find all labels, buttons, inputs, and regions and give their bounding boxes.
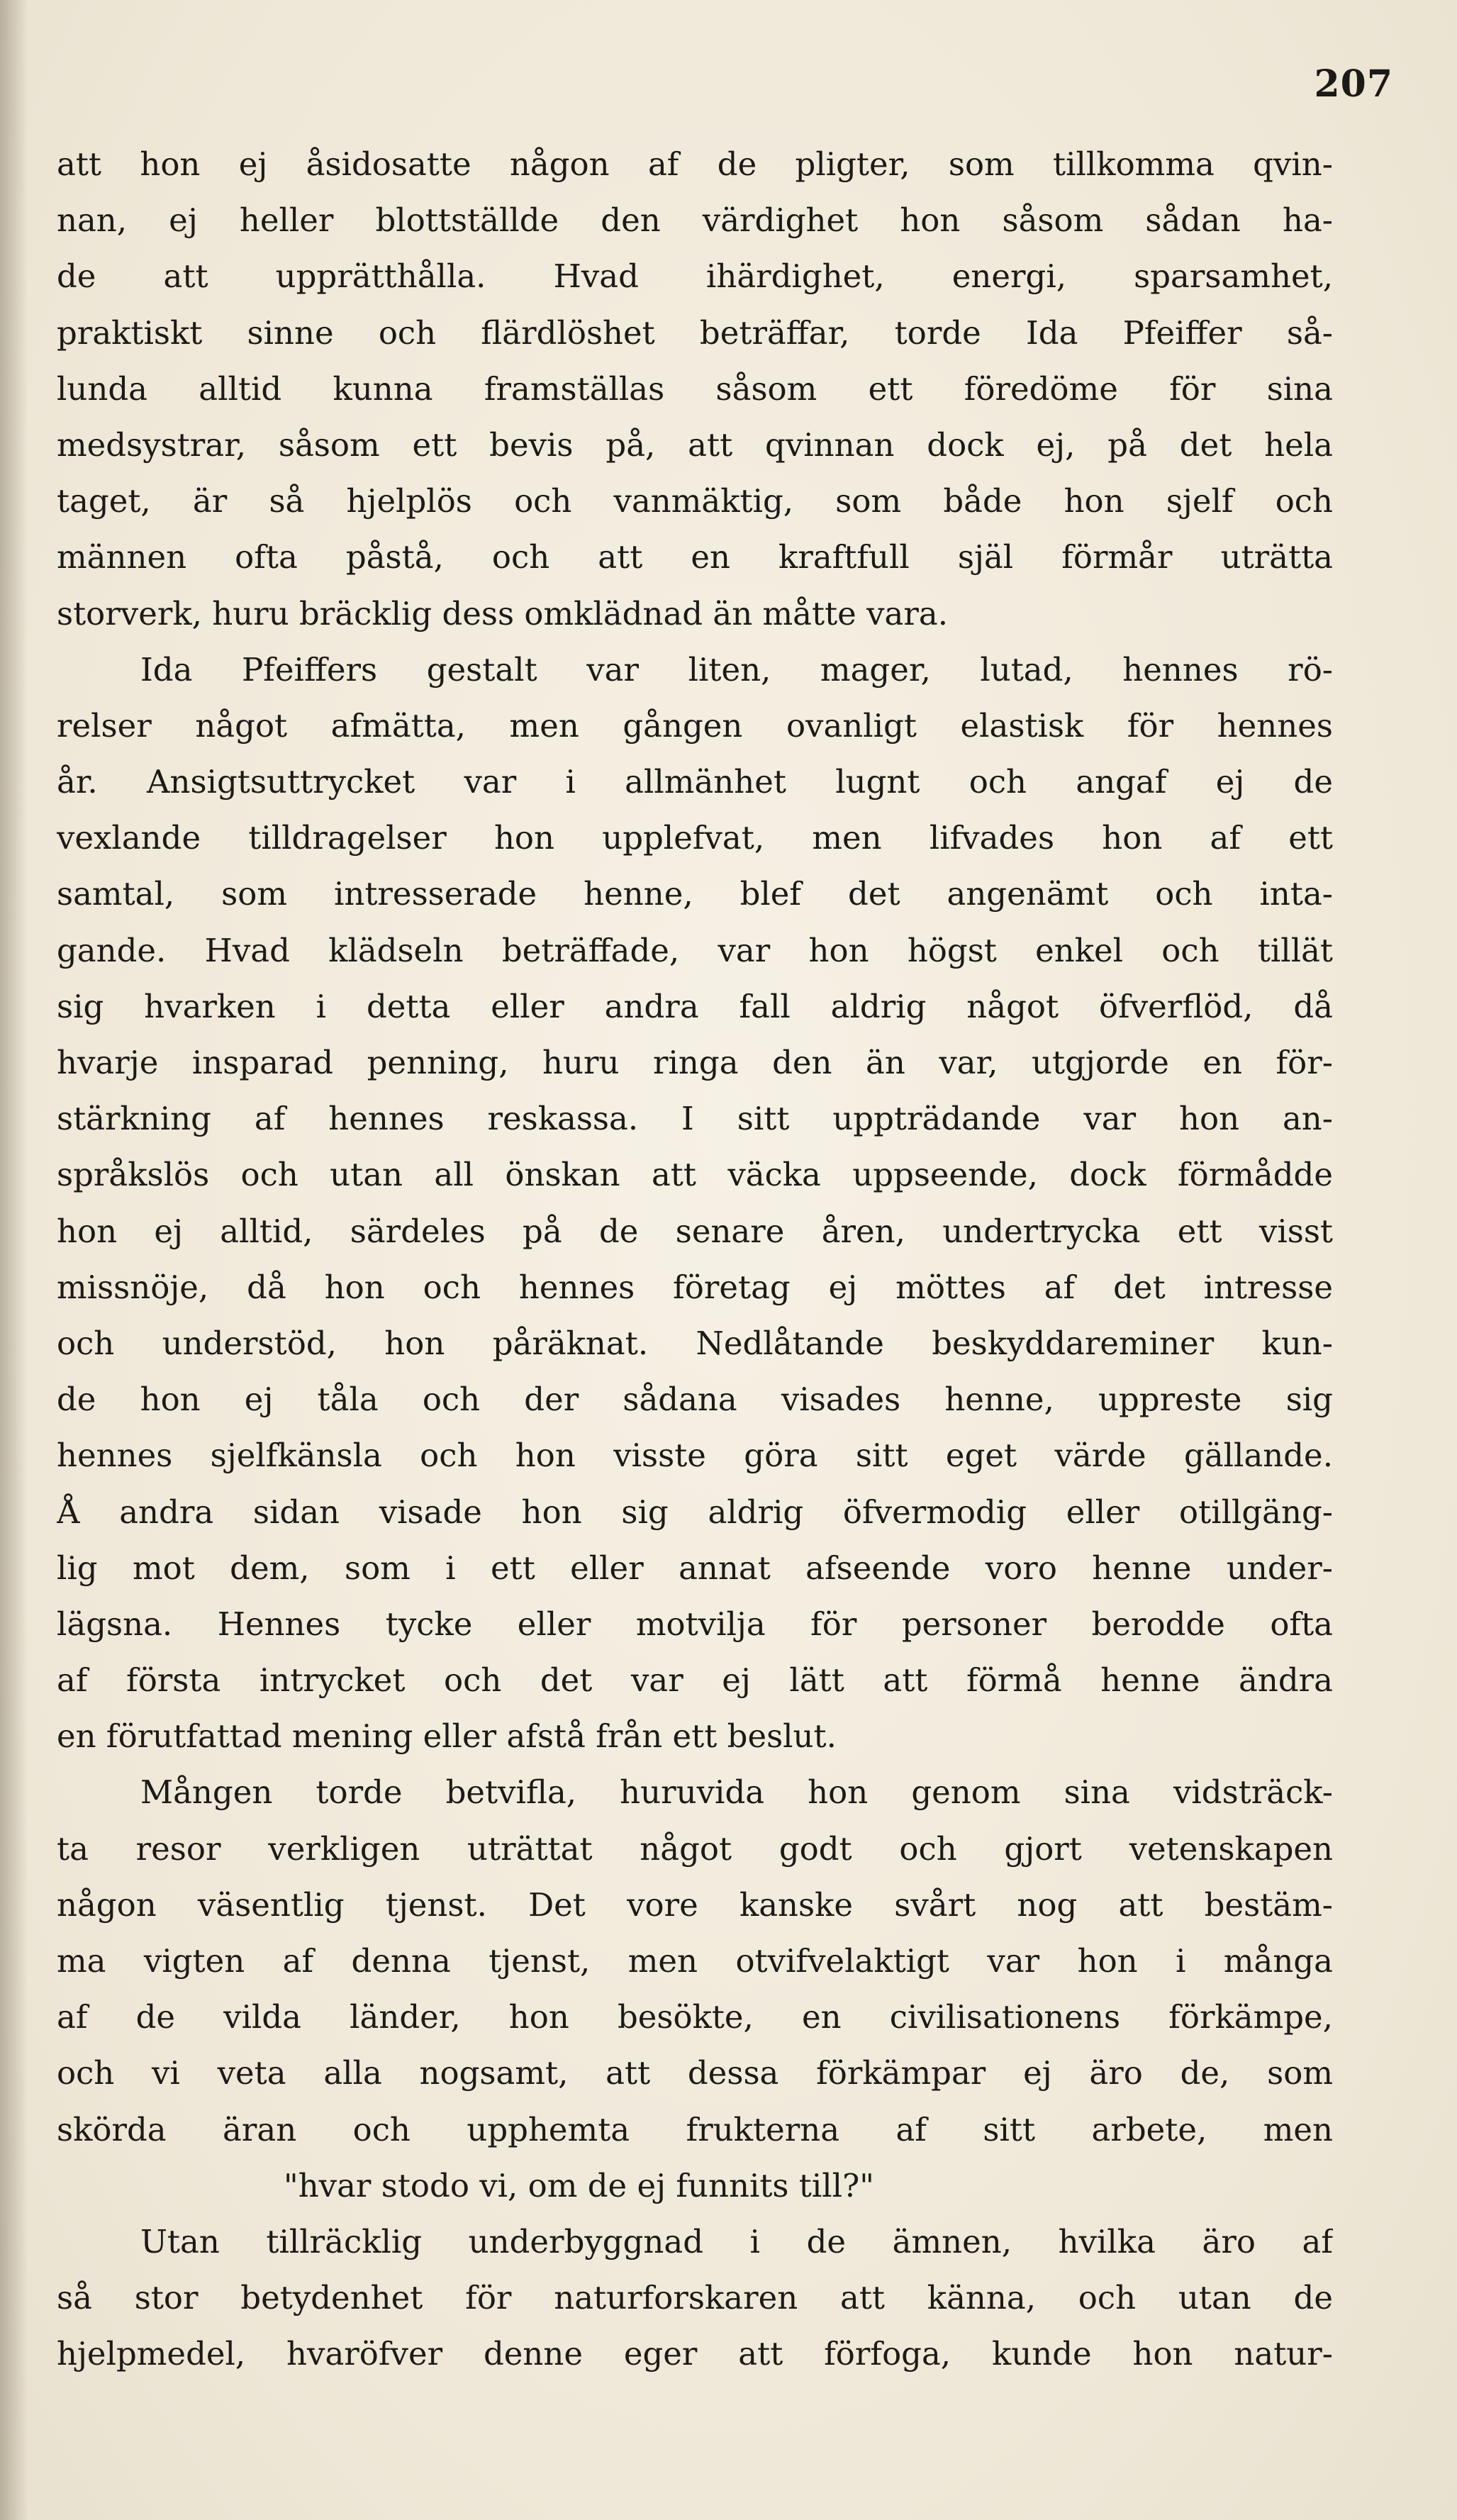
text-line: missnöje, då hon och hennes företag ej möttes af det intresse xyxy=(57,1268,1333,1306)
text-line: hjelpmedel, hvaröfver denne eger att förfoga, kunde hon natur- xyxy=(57,2335,1333,2373)
text-line: hon ej alltid, särdeles på de senare åren, undertrycka ett visst xyxy=(57,1212,1333,1250)
text-line: af de vilda länder, hon besökte, en civilisationens förkämpe, xyxy=(57,1998,1333,2036)
text-line: taget, är så hjelplös och vanmäktig, som både hon sjelf och xyxy=(57,482,1333,520)
text-line: Utan tillräcklig underbyggnad i de ämnen, hvilka äro af xyxy=(140,2222,1333,2260)
page-number: 207 xyxy=(1314,62,1393,106)
text-line: att hon ej åsidosatte någon af de pligter, som tillkomma qvin- xyxy=(57,145,1333,183)
text-line: de hon ej tåla och der sådana visades henne, uppreste sig xyxy=(57,1381,1333,1419)
text-line: hvarje insparad penning, huru ringa den än var, utgjorde en för- xyxy=(57,1044,1333,1081)
text-line: hennes sjelfkänsla och hon visste göra sitt eget värde gällande. xyxy=(57,1437,1333,1475)
text-line: så stor betydenhet för naturforskaren att känna, och utan de xyxy=(57,2279,1333,2317)
text-line: ma vigten af denna tjenst, men otvifvelaktigt var hon i många xyxy=(57,1942,1333,1980)
text-line: Ida Pfeiffers gestalt var liten, mager, lutad, hennes rö- xyxy=(140,650,1333,688)
binding-shadow xyxy=(0,0,28,2520)
body-text xyxy=(57,136,1333,2382)
text-line: Å andra sidan visade hon sig aldrig öfvermodig eller otillgäng- xyxy=(57,1493,1333,1531)
text-line: nan, ej heller blottställde den värdighet hon såsom sådan ha- xyxy=(57,201,1333,240)
text-line: praktiskt sinne och flärdlöshet beträffar, torde Ida Pfeiffer så- xyxy=(57,313,1333,352)
text-line: lägsna. Hennes tycke eller motvilja för personer berodde ofta xyxy=(57,1605,1333,1643)
text-line: språkslös och utan all önskan att väcka uppseende, dock förmådde xyxy=(57,1156,1333,1194)
text-line: och understöd, hon påräknat. Nedlåtande beskyddareminer kun- xyxy=(57,1324,1333,1362)
text-line: männen ofta påstå, och att en kraftfull själ förmår uträtta xyxy=(57,538,1333,576)
text-line: en förutfattad mening eller afstå från ett beslut. xyxy=(57,1717,837,1756)
text-line: vexlande tilldragelser hon upplefvat, men lifvades hon af ett xyxy=(57,819,1333,857)
text-line: relser något afmätta, men gången ovanligt elastisk för hennes xyxy=(57,706,1333,745)
text-line: ta resor verkligen uträttat något godt och gjort vetenskapen xyxy=(57,1829,1333,1868)
quoted-line: "hvar stodo vi, om de ej funnits till?" xyxy=(284,2166,874,2204)
text-line: sig hvarken i detta eller andra fall aldrig något öfverflöd, då xyxy=(57,987,1333,1025)
text-line: lig mot dem, som i ett eller annat afseende voro henne under- xyxy=(57,1549,1333,1587)
text-line: skörda äran och upphemta frukterna af sitt arbete, men xyxy=(57,2110,1333,2148)
text-line: Mången torde betvifla, huruvida hon genom sina vidsträck- xyxy=(140,1773,1333,1812)
text-line: storverk, huru bräcklig dess omklädnad än måtte vara. xyxy=(57,594,949,632)
text-line: af första intrycket och det var ej lätt att förmå henne ändra xyxy=(57,1661,1333,1700)
text-line: de att upprätthålla. Hvad ihärdighet, energi, sparsamhet, xyxy=(57,257,1333,296)
text-line: samtal, som intresserade henne, blef det angenämt och inta- xyxy=(57,875,1333,913)
text-line: lunda alltid kunna framställas såsom ett föredöme för sina xyxy=(57,369,1333,408)
text-line: år. Ansigtsuttrycket var i allmänhet lugnt och angaf ej de xyxy=(57,763,1333,801)
text-line: medsystrar, såsom ett bevis på, att qvinnan dock ej, på det hela xyxy=(57,425,1333,464)
text-line: gande. Hvad klädseln beträffade, var hon högst enkel och tillät xyxy=(57,931,1333,969)
text-line: och vi veta alla nogsamt, att dessa förkämpar ej äro de, som xyxy=(57,2054,1333,2092)
text-line: stärkning af hennes reskassa. I sitt uppträdande var hon an- xyxy=(57,1100,1333,1138)
text-line: någon väsentlig tjenst. Det vore kanske svårt nog att bestäm- xyxy=(57,1885,1333,1924)
